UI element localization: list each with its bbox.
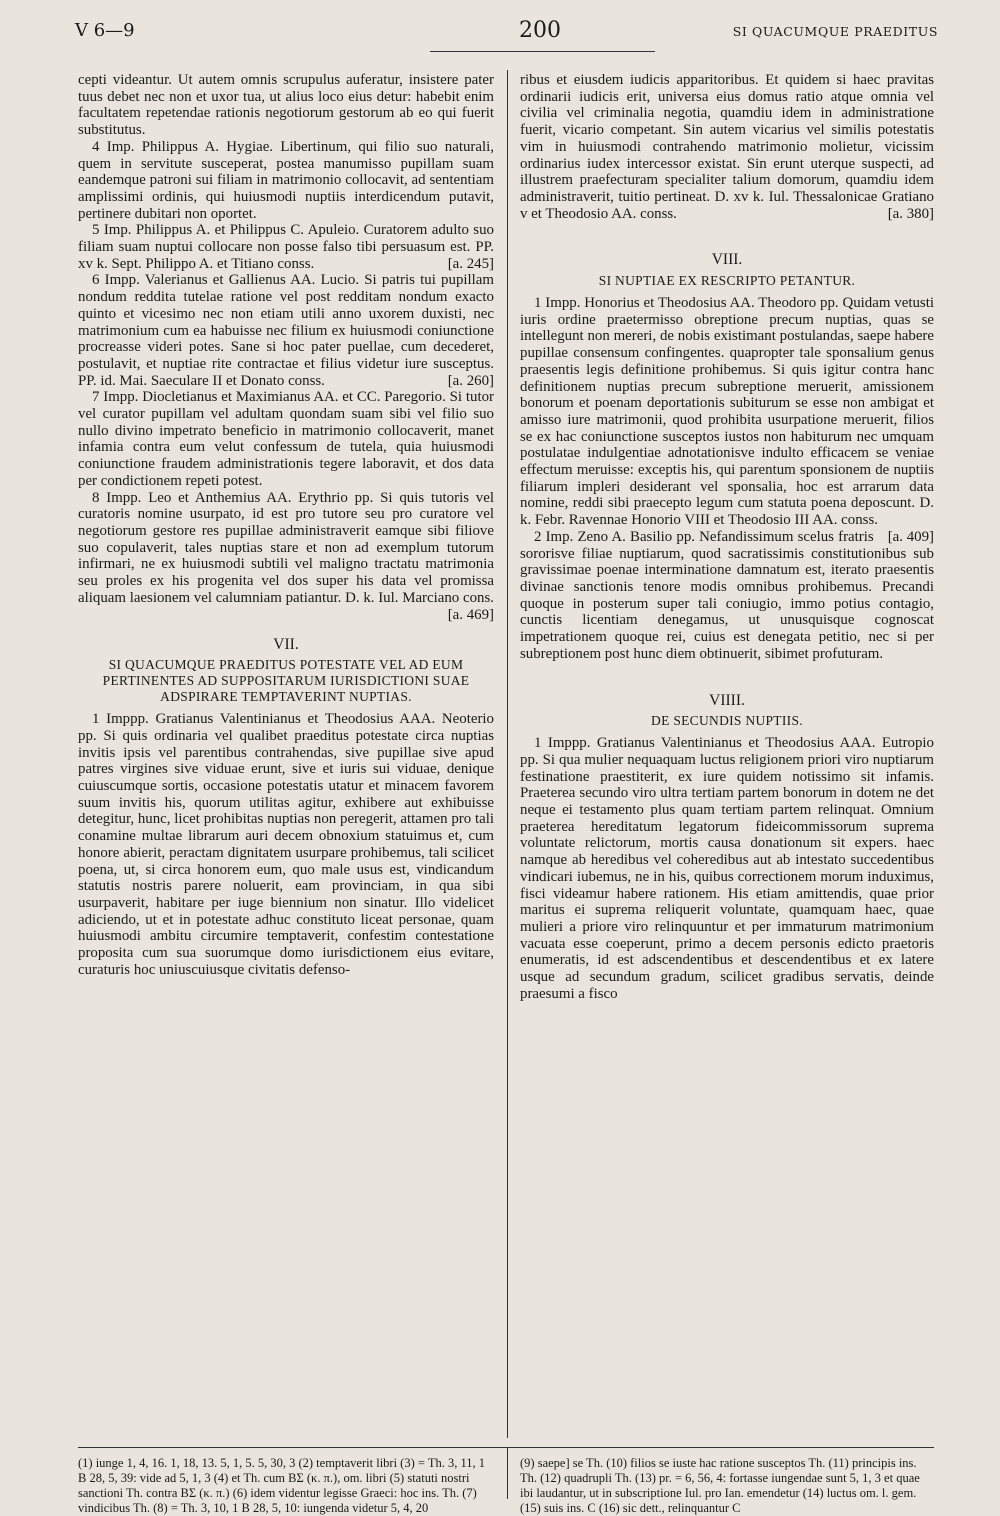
header-right: SI QUACUMQUE PRAEDITUS: [732, 24, 938, 39]
paragraph-8-text: 8 Impp. Leo et Anthemius AA. Erythrio pp. Si quis tutoris vel curatoris nomine usurpato, id est pro tutore seu pro curatore vel negotiorum gestore res pupillae administraverit eamque sibi filiove suo copulaverit, tales nuptias stare et non ad exemplum tutorum infirmari, ne ex huiusmodi subtili vel maligno tractatu matrimonia seu proles ex his progenita vel dos super his data vel promissa aliquam laesionem vel calumniam patiantur. D. k. Iul. Marciano cons.: [78, 489, 494, 606]
title-8-heading: SI NUPTIAE EX RESCRIPTO PETANTUR.: [598, 273, 856, 289]
title-9-heading: DE SECUNDIS NUPTIIS.: [651, 713, 803, 729]
title-8-paragraph-2: 2 Imp. Zeno A. Basilio pp. Nefandissimum scelus fratris sororisve filiae nuptiarum, quod sacratissimis constitutionibus sub gravissimae poenae interminatione damnatum est, iterato praesentis divinae sanctionis tenore modis omnibus prohibemus. Precandi quoque in posterum super tali coniugio, immo potius contagio, cunctis licentiam denegamus, ut unusquisque cognoscat impetrationem quoque rei, cuius est denegata petitio, nec si per subreptionem post hunc diem obtinuerit, sibimet profuturam.: [520, 528, 934, 662]
right-column: [520, 72, 934, 1002]
paragraph-5-date: [a. 245]: [447, 255, 494, 272]
page-number: 200: [519, 18, 561, 43]
paragraph-continuation: cepti videantur. Ut autem omnis scrupulus auferatur, insistere pater tuus debet nec non et uxor tua, ut alius loco eius detur: habebit enim facultatem repetendae rationis negotiorum gestorum ab eo qui fuerit substitutus.: [78, 72, 494, 139]
paragraph-6: [78, 272, 494, 389]
paragraph-8: [78, 489, 494, 623]
paragraph-7: 7 Impp. Diocletianus et Maximianus AA. et CC. Paregorio. Si tutor vel curator pupillam vel adultam quondam suam sibi vel filio suo nullo divino impetrato beneficio in matrimonio collocaverit, manet infamia contra eum velut confessum de tutela, quia huiusmodi coniunctione fraudem administrationis tegere laboravit, et dos data per condictionem repeti potest.: [78, 389, 494, 489]
footnote-divider: [507, 1447, 508, 1499]
paragraph-4: 4 Imp. Philippus A. Hygiae. Libertinum, qui filio suo naturali, quem in servitute susceperat, postea manumisso pupillam suam eandemque patroni sui filiam in matrimonio collocavit, ad sententiam amplissimi ordinis, qui huiusmodi nuptiis interdicendum putavit, pertinere dubitari non oportet.: [78, 138, 494, 222]
title-8-paragraph-1: [520, 295, 934, 545]
paragraph-8-date: [a. 469]: [447, 606, 494, 623]
header-left: V 6—9: [75, 20, 135, 41]
footnotes-right: (9) saepe] se Th. (10) filios se iuste hac ratione susceptos Th. (11) principis ins. Th. (12) quadrupli Th. (13) pr. = 6, 56, 4: fortasse iungendae sunt 5, 1, 3 et quae ibi laudantur, ut in subscriptione Iul. pro Ian. emendetur (14) luctus om. l. gem. (15) suis ins. C (16) sic dett., relinquantur C: [520, 1456, 920, 1515]
left-column: [78, 72, 494, 978]
title-7-paragraph-1: 1 Imppp. Gratianus Valentinianus et Theodosius AAA. Neoterio pp. Si quis ordinaria vel qualibet praeditus potestate circa nuptias invitis ipsis vel parentibus contrahendas, sive pupillae sive apud patres virgines sive viduae erunt, sive et iuris sui viduae, denique cuiuscumque sortis, occasione potestatis utatur et minacem favorem suum invitis his, quorum utilitas agitur, exhibere aut exhibuisse detegitur, hunc, licet prohibitas nuptias non peregerit, attamen pro tali conamine multae librarum auri decem obnoxium statuimus et, cum honore abierit, peractam dignitatem usurpare prohibemus, tali scilicet poena, ut, si circa honorem eum, quo male usus est, vindicandum statutis nostris parere noluerit, eam provinciam, in qua sibi usurpaverit, habitare per iuge biennium non sinatur. Illo videlicet adiciendo, ut et in potestate adhuc constituto liceat personae, quam huiusmodi ambitu circumire temptaverit, confestim contestatione proposita cum sua suorumque domo iurisdictionem eius evitare, curaturis hoc uniuscuiusque civitatis defenso-: [78, 711, 494, 978]
paragraph-continuation-right: [520, 72, 934, 222]
footnotes-left: (1) iunge 1, 4, 16. 1, 18, 13. 5, 1, 5. 5, 30, 3 (2) temptaverit libri (3) = Th. 3, 11, 1 B 28, 5, 39: vide ad 5, 1, 3 (4) et Th. cum BΣ (κ. π.), om. libri (5) statuti nostri sanctioni Th. contra BΣ (κ. π.) (6) idem videntur legisse Graeci: hoc ins. Th. (7) vindicibus Th. (8) = Th. 3, 10, 1 B 28, 5, 10: iungenda videtur 5, 4, 20: [78, 1456, 485, 1515]
title-8-paragraph-1-date: [a. 409]: [887, 528, 934, 545]
paragraph-r1-date: [a. 380]: [887, 205, 934, 222]
title-9-paragraph-1: 1 Imppp. Gratianus Valentinianus et Theodosius AAA. Eutropio pp. Si qua mulier nequaquam luctus religionem priori viro nuptiarum festinatione praestiterit, ex iure quidem notissimo sit infamis. Praeterea secundo viro ultra tertiam partem bonorum in dotem ne det neque ei testamento plus quam tertiam partem relinquat. Omnium praeterea hereditatum legatorum fideicommissorum suprema voluntate relictorum, mortis causa donationum sit expers. haec namque ab heredibus vel coheredibus aut ab intestato succedentibus vindicari iubemus, ne in his, quibus correctionem morum induximus, fisci videamur habere rationem. His etiam amittendis, quae prior maritus ei suprema reliquerit voluntate, quamquam haec, quae mulieri a priore viro relinquuntur et per immaturum matrimonium vacuata esse coeperunt, primo a decem personis edicto praetoris enumeratis, id est adscendentibus et descendentibus et ex latere usque ad secundum gradum, scilicet gradibus servatis, deinde praesumi a fisco: [520, 735, 934, 1002]
paragraph-6-text: 6 Impp. Valerianus et Gallienus AA. Lucio. Si patris tui pupillam nondum reddita tutelae ratione vel post redditam nondum exacto quinto et vicesimo nec non etiam utili anno uxorem duxisti, nec matrimonium cum ea habuisse nec filium ex huiusmodi coniunctione procreasse videri potes. Sane si hoc pater puellae, cum decederet, postulavit, et nuptiae rite contractae et filius videtur iure susceptus. PP. id. Mai. Saeculare II et Donato conss.: [78, 272, 494, 389]
title-7-number: VII.: [273, 635, 299, 653]
header-rule: [430, 51, 655, 52]
title-9-number: VIIII.: [709, 691, 745, 709]
column-divider: [507, 70, 508, 1438]
paragraph-r1-text: ribus et eiusdem iudicis apparitoribus. Et quidem si haec pravitas ordinarii iudicis erit, universa eius domus ratio atque omnia vel civilia vel criminalia negotia, quamdiu idem in administratione fuerit, vicario competant. Sin autem vicarius vel similis potestatis vim in huiusmodi contrahendo matrimonio molietur, vicissim ordinarius iudex intercessor existat. Sin erunt uterque suspecti, ad illustrem praefecturam specialiter talium domorum, quamdiu idem administraverit, tuitio pertineat. D. xv k. Iul. Thessalonicae Gratiano v et Theodosio AA. conss.: [520, 72, 934, 222]
footnote-rule: [78, 1447, 934, 1448]
title-8-paragraph-1-text: 1 Impp. Honorius et Theodosius AA. Theodoro pp. Quidam vetusti iuris ordine praetermisso obreptione precum nuptias, quas se intellegunt non mereri, de nobis existimant postulandas, saepe habere pupillae consensum confingentes. quapropter tale sponsalium genus praesentis legis definitione prohibemus. Si quis igitur contra hanc definitionem nuptias precum subreptione meruerit, amissionem bonorum et poenam deportationis subiturum se esse non ambigat et amisso iure matrimonii, quod prohibita usurpatione meruerit, filios se ex hac coniunctione susceptos iustos non habiturum nec umquam postulatae indulgentiae adnotationisve indulto efficacem se veniae effectum meruisse: exceptis his, qui parentum sponsionem de nuptiis filiarum impleri desiderant vel sponsalia, hoc est arrarum data nomine, reddi sibi praecepto legum cum statuta poena deposcunt. D. k. Febr. Ravennae Honorio VIII et Theodosio III AA. conss.: [520, 295, 934, 529]
paragraph-5: [78, 222, 494, 272]
title-7-heading: SI QUACUMQUE PRAEDITUS POTESTATE VEL AD EUM PERTINENTES AD SUPPOSITARUM IURISDICTIONI SUAE ADSPIRARE TEMPTAVERINT NUPTIAS.: [102, 657, 470, 705]
paragraph-5-text: 5 Imp. Philippus A. et Philippus C. Apuleio. Curatorem adulto suo filiam suam nuptui collocare non posse falso tibi persuasum est. PP. xv k. Sept. Philippo A. et Titiano conss.: [78, 222, 494, 272]
paragraph-6-date: [a. 260]: [447, 372, 494, 389]
title-8-number: VIII.: [711, 251, 743, 269]
running-header: [75, 18, 938, 54]
